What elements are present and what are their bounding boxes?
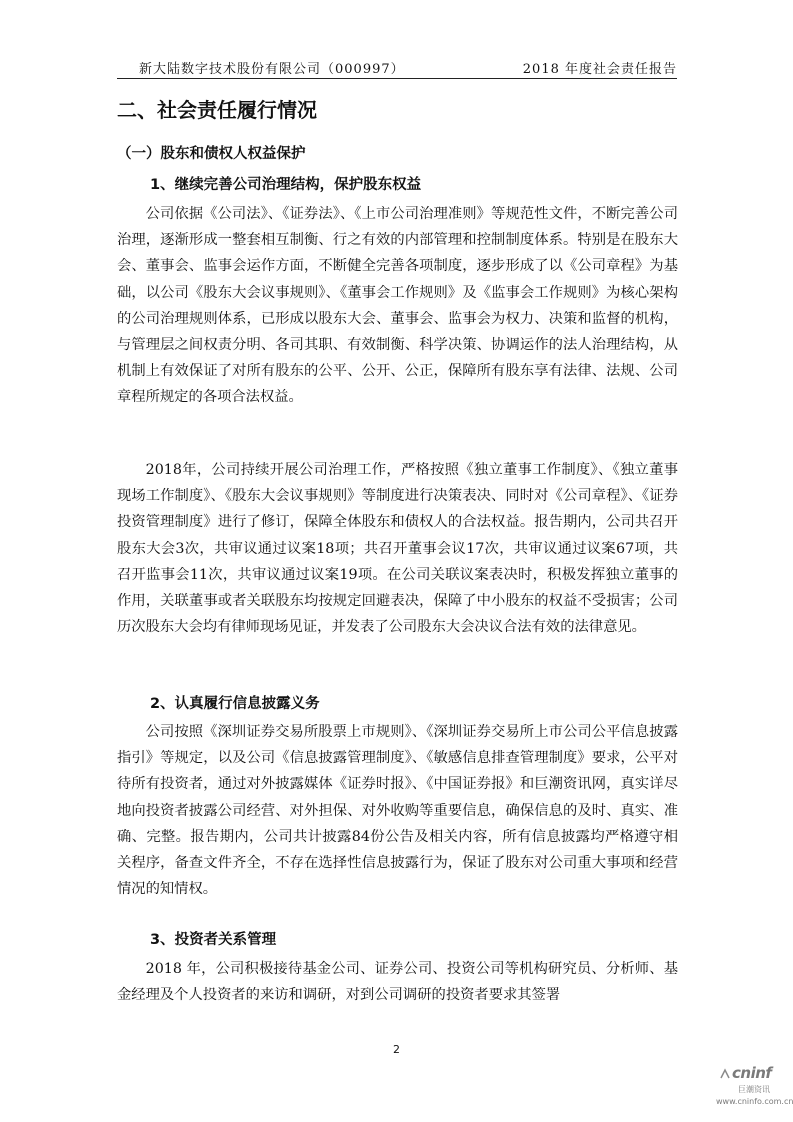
page-header [117,54,677,79]
subsection-title: （一）股东和债权人权益保护 [117,146,306,162]
item-1-paragraph-2: 2018年，公司持续开展公司治理工作，严格按照《独立董事工作制度》、《独立董事现场工作制度》、《股东大会议事规则》等制度进行决策表决、同时对《公司章程》、《证券投资管理制度》进行了修订，保障全体股东和债权人的合法权益。报告期内，公司共召开股东大会3次，共审议通过议案18项；共召开董事会议17次，共审议通过议案67项，共召开监事会11次，共审议通过议案19项。在公司关联议案表决时，积极发挥独立董事的作用，关联董事或者关联股东均按规定回避表决，保障了中小股东的权益不受损害；公司历次股东大会均有律师现场见证，并发表了公司股东大会决议合法有效的法律意见。 [117,462,678,636]
section-title: 二、社会责任履行情况 [117,98,317,122]
item-2-title: 2、认真履行信息披露义务 [150,696,320,712]
cninfo-logo-icon [720,1068,730,1080]
watermark-brand: cninf [732,1064,772,1082]
header-report-title: 2018 年度社会责任报告 [522,62,677,77]
item-1-paragraph-1: 公司依据《公司法》、《证券法》、《上市公司治理准则》等规范性文件，不断完善公司治理，逐渐形成一整套相互制衡、行之有效的内部管理和控制制度体系。特别是在股东大会、董事会、监事会运作方面，不断健全完善各项制度，逐步形成了以《公司章程》为基础，以公司《股东大会议事规则》、《董事会工作规则》及《监事会工作规则》为核心架构的公司治理规则体系，已形成以股东大会、董事会、监事会为权力、决策和监督的机构，与管理层之间权责分明、各司其职、有效制衡、科学决策、协调运作的法人治理结构，从机制上有效保证了对所有股东的公平、公开、公正，保障所有股东享有法律、法规、公司章程所规定的各项合法权益。 [117,206,678,406]
page-number: 2 [393,1043,400,1056]
item-1-title: 1、继续完善公司治理结构，保护股东权益 [150,177,422,193]
cninfo-watermark [716,1064,793,1110]
watermark-url: www.cninfo.com.cn [716,1097,793,1106]
item-3-title: 3、投资者关系管理 [150,932,277,948]
watermark-name: 巨潮资讯 [738,1085,770,1094]
item-3-paragraph-1: 2018 年，公司积极接待基金公司、证券公司、投资公司等机构研究员、分析师、基金经理及个人投资者的来访和调研，对到公司调研的投资者要求其签署 [117,961,678,1004]
item-2-paragraph-1: 公司按照《深圳证券交易所股票上市规则》、《深圳证券交易所上市公司公平信息披露指引》等规定，以及公司《信息披露管理制度》、《敏感信息排查管理制度》要求，公平对待所有投资者，通过对外披露媒体《证券时报》、《中国证券报》和巨潮资讯网，真实详尽地向投资者披露公司经营、对外担保、对外收购等重要信息，确保信息的及时、真实、准确、完整。报告期内，公司共计披露84份公告及相关内容，所有信息披露均严格遵守相关程序，备查文件齐全，不存在选择性信息披露行为，保证了股东对公司重大事项和经营情况的知情权。 [117,724,678,898]
header-company: 新大陆数字技术股份有限公司（000997） [139,62,405,77]
